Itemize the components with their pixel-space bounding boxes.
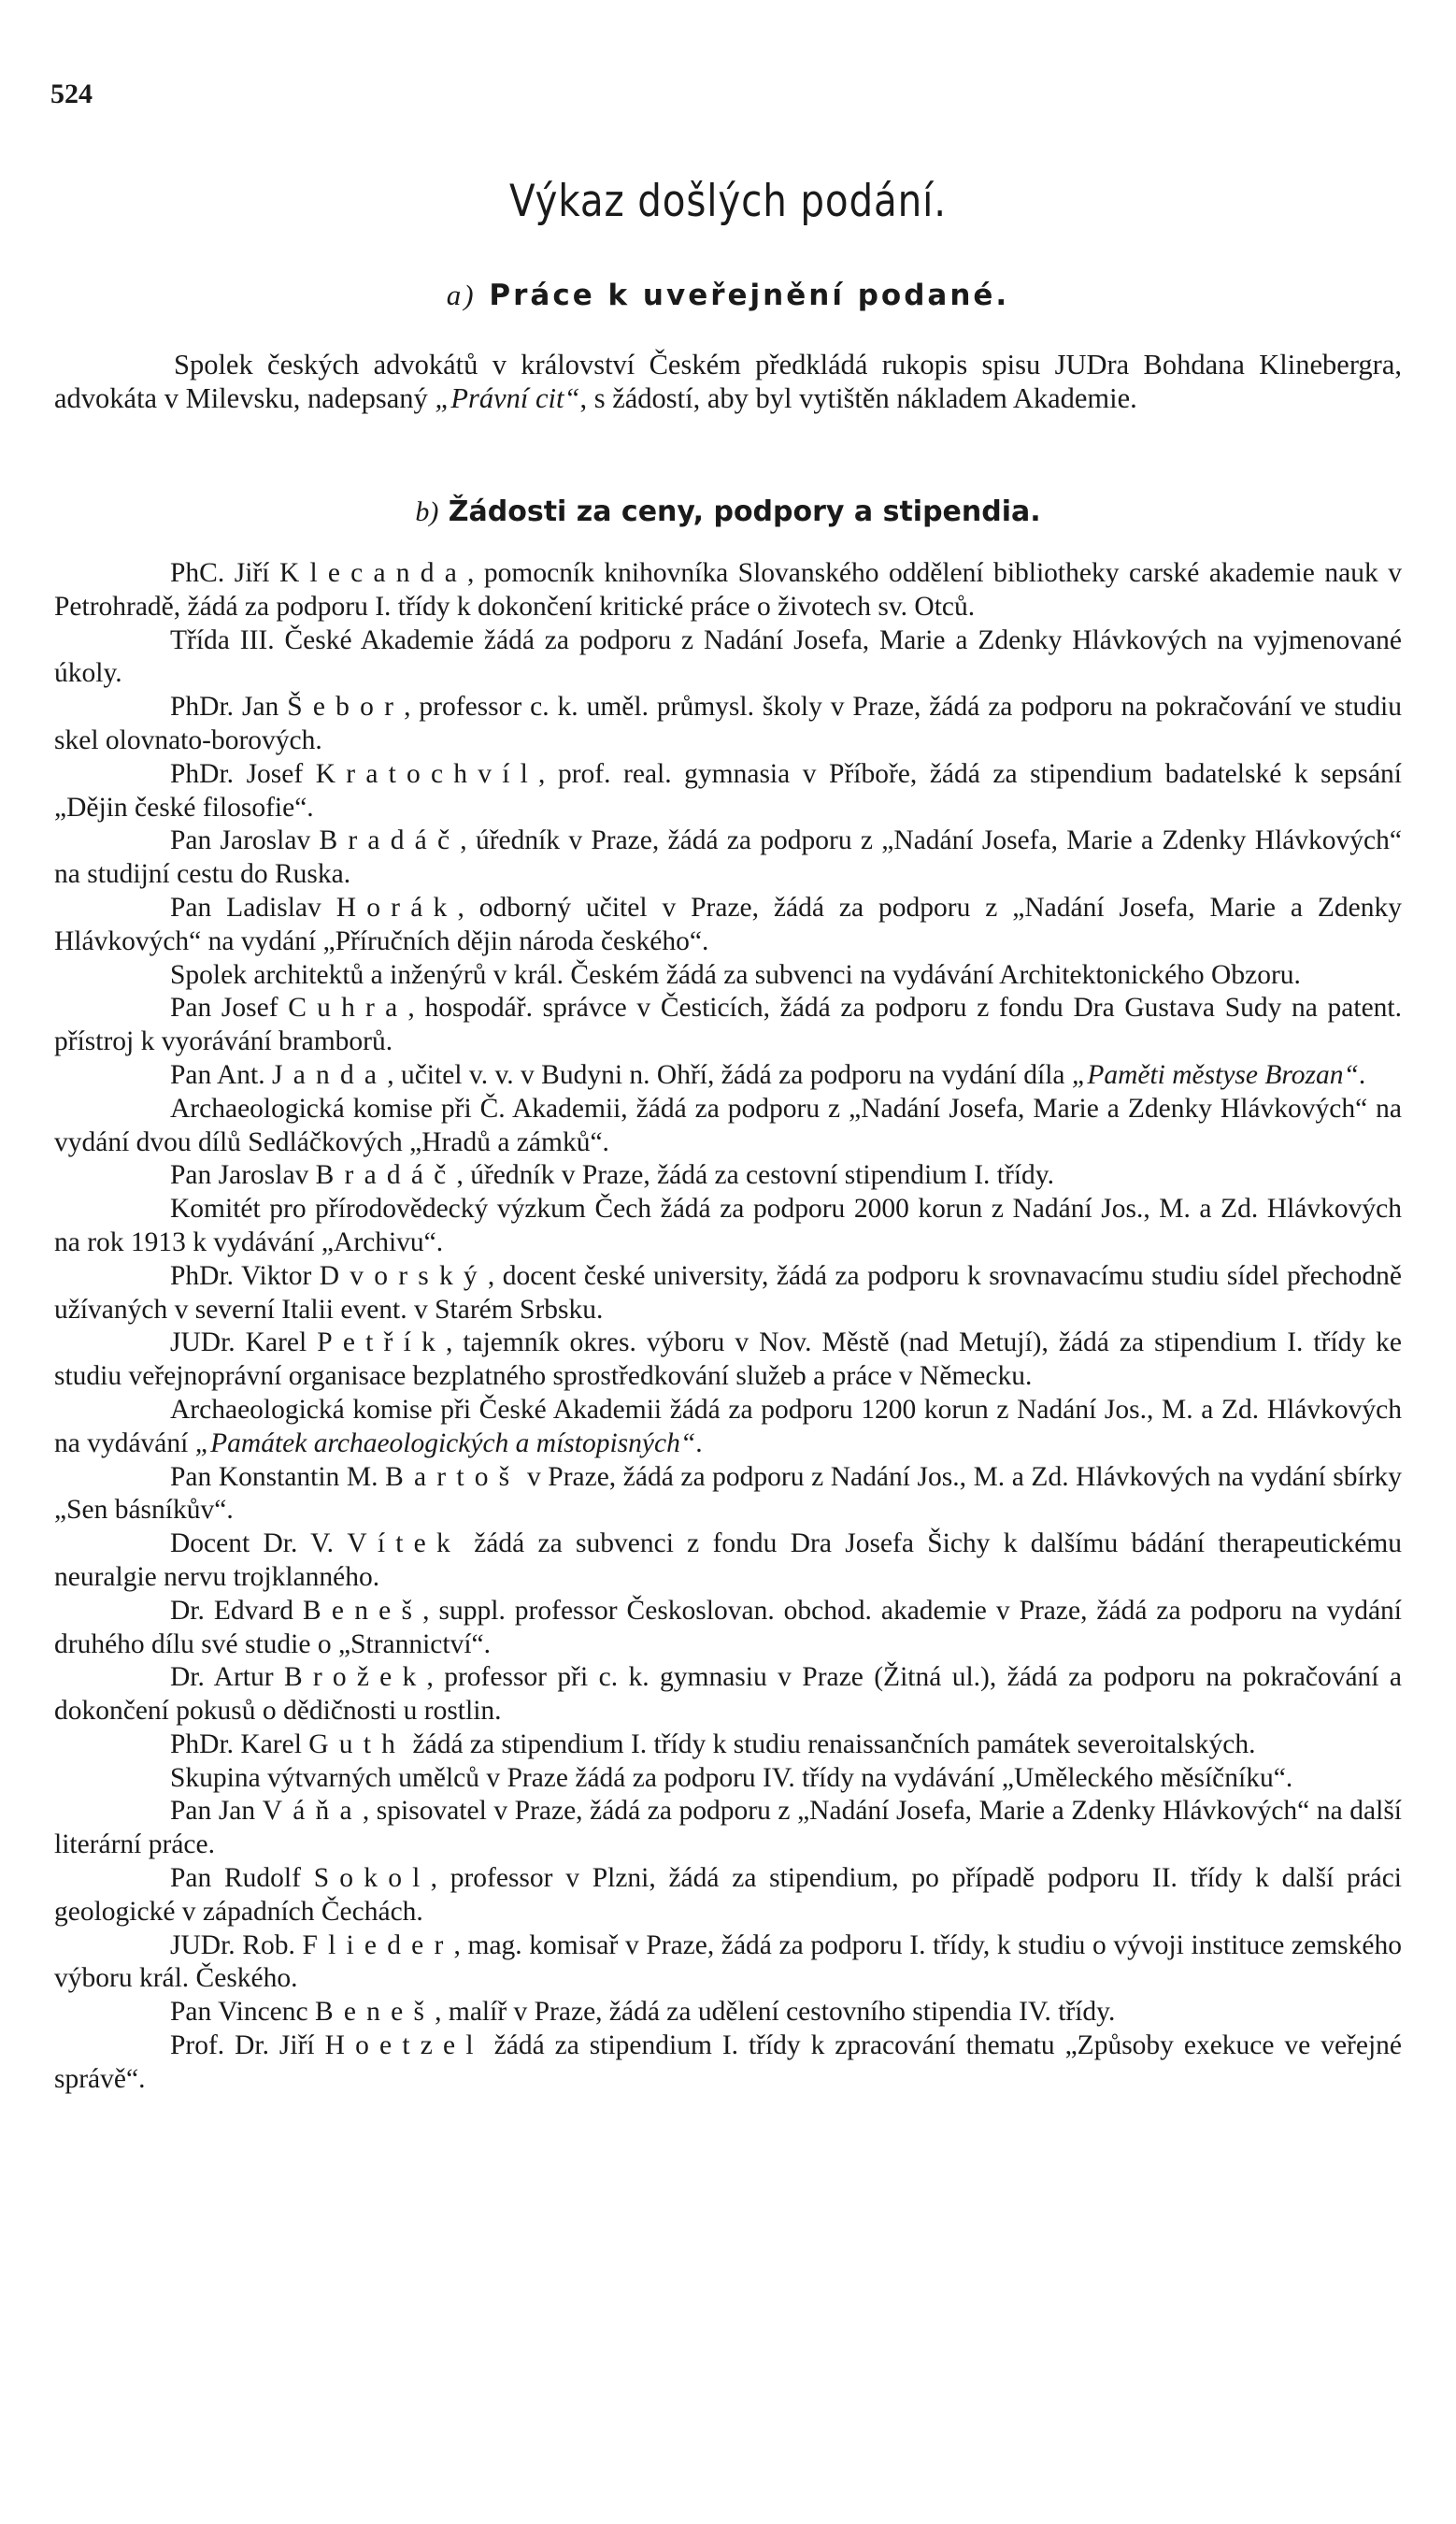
request-applicant-name: Kratochvíl (315, 758, 539, 789)
request-work-title: „Památek archaeologických a místopisných“ (194, 1427, 696, 1458)
request-text-after: , professor c. k. uměl. průmysl. školy v Praze, žádá za podporu na pokračování ve studiu skel olovnato-borových. (54, 692, 1403, 755)
section-b-heading (0, 495, 1456, 528)
request-entry (54, 2029, 1402, 2097)
request-applicant-name: Bradáč (315, 1160, 457, 1191)
request-work-title: „Paměti městyse Brozan“ (1071, 1059, 1359, 1090)
request-entry (54, 1929, 1402, 1997)
section-b-title: Žádosti za ceny, podpory a stipendia. (448, 495, 1041, 528)
request-text-before: JUDr. Karel (170, 1327, 318, 1358)
request-applicant-name: Dvorský (319, 1260, 488, 1291)
request-applicant-name: Beneš (314, 1997, 435, 2028)
request-applicant-name: Flieder (302, 1929, 454, 1960)
request-text-tail: . (1358, 1059, 1366, 1090)
intro-text-1: Spolek českých advokátů v království Českém předkládá rukopis spisu JUDra Bohdana Klinebergra, advokáta v Milevsku, nadepsaný (54, 349, 1402, 414)
request-text-before: Dr. Edvard (170, 1595, 304, 1626)
request-text: Třída III. České Akademie žádá za podporu z Nadání Josefa, Marie a Zdenky Hlávkových na vyjmenované úkoly. (54, 624, 1402, 689)
request-entry (54, 758, 1402, 825)
request-entry (54, 825, 1402, 892)
request-entry (54, 1394, 1402, 1461)
intro-paragraph (54, 348, 1402, 415)
request-text-before: Pan Jaroslav (170, 825, 320, 856)
request-text-after: , mag. komisař v Praze, žádá za podporu I. třídy, k studiu o vývoji instituce zemského výboru král. Českého. (54, 1929, 1402, 1994)
request-text-before: Pan Josef (170, 993, 289, 1024)
request-text-before: Pan Jaroslav (170, 1160, 316, 1191)
request-text-after: , pomocník knihovníka Slovanského oddělení bibliotheky carské akademie nauk v Petrohradě, žádá za podporu I. třídy k dokončení kritické práce o životech sv. Otců. (54, 558, 1402, 622)
request-text-after: , odborný učitel v Praze, žádá za podporu z „Nadání Josefa, Marie a Zdenky Hlávkových“ na vydání „Příručních dějin národa českého“. (54, 892, 1402, 956)
request-text-before: Pan Jan (170, 1796, 263, 1827)
request-text-before: Pan Ant. (170, 1059, 272, 1090)
request-text-after: , suppl. professor Českoslovan. obchod. akademie v Praze, žádá za podporu na vydání druhého dílu své studie o „Strannictví“. (54, 1595, 1402, 1659)
request-text-after: , malíř v Praze, žádá za udělení cestovního stipendia IV. třídy. (435, 1997, 1116, 2028)
request-text-before: Dr. Artur (170, 1662, 284, 1693)
request-entry (54, 691, 1402, 758)
request-text-after: , docent české university, žádá za podporu k srovnavacímu studiu sídel přechodně užívaných v severní Italii event. v Starém Srbsku. (54, 1260, 1402, 1325)
request-applicant-name: Vítek (347, 1528, 461, 1559)
intro-text-2: , s žádostí, aby byl vytištěn nákladem Akademie. (579, 382, 1137, 414)
request-text-before: Prof. Dr. Jiří (170, 2030, 325, 2061)
request-entry (54, 1795, 1402, 1862)
request-text-after: , úředník v Praze, žádá za cestovní stipendium I. třídy. (456, 1160, 1054, 1191)
request-text-before: Pan Ladislav (170, 892, 336, 923)
request-text-before: Pan Konstantin M. (170, 1461, 386, 1492)
request-applicant-name: Guth (308, 1728, 407, 1759)
request-entry (54, 624, 1402, 692)
request-text: Komitét pro přírodovědecký výzkum Čech žádá za podporu 2000 korun z Nadání Jos., M. a Zd. Hlávkových na rok 1913 k vydávání „Archivu“. (54, 1194, 1402, 1257)
request-entry (54, 892, 1402, 959)
request-text-after: , učitel v. v. v Budyni n. Ohří, žádá za podporu na vydání díla (387, 1059, 1072, 1090)
request-text-after: v Praze, žádá za podporu z Nadání Jos., M. a Zd. Hlávkových na vydání sbírky „Sen básníkův“. (54, 1461, 1402, 1526)
request-text-tail: . (695, 1427, 703, 1458)
request-applicant-name: Beneš (303, 1595, 423, 1626)
page-number: 524 (50, 79, 93, 109)
request-text-after: žádá za subvenci z fondu Dra Josefa Šichy k dalšímu bádání therapeutickému neuralgie nervu trojklanného. (54, 1528, 1403, 1592)
request-text-after: , prof. real. gymnasia v Příboře, žádá za stipendium badatelské k sepsání „Dějin české filosofie“. (54, 758, 1402, 823)
request-text-before: PhDr. Viktor (170, 1260, 320, 1291)
request-entry (54, 1193, 1402, 1260)
request-applicant-name: Petřík (317, 1327, 446, 1358)
intro-work-title: „Právní cit“ (435, 382, 580, 414)
request-entry (54, 1327, 1402, 1394)
request-applicant-name: Bradáč (319, 825, 461, 856)
request-text-before: Pan Rudolf (170, 1863, 314, 1894)
request-text-before: Docent Dr. V. (170, 1528, 348, 1559)
request-applicant-name: Šebor (287, 692, 405, 723)
request-entry (54, 1527, 1402, 1595)
page-title: Výkaz došlých podání. (509, 176, 947, 227)
request-applicant-name: Hoetzel (324, 2030, 484, 2061)
request-applicant-name: Váňa (262, 1796, 363, 1827)
request-applicant-name: Sokol (313, 1863, 431, 1894)
section-b-label: b) (415, 496, 439, 527)
request-applicant-name: Klecanda (278, 558, 468, 588)
request-entry (54, 1159, 1402, 1193)
request-entry (54, 1059, 1402, 1093)
request-text-before: PhDr. Josef (170, 758, 316, 789)
request-text: Spolek architektů a inženýrů v král. Českém žádá za subvenci na vydávání Architektonického Obzoru. (170, 959, 1301, 990)
request-applicant-name: Bartoš (385, 1461, 521, 1492)
request-text-after: , professor při c. k. gymnasiu v Praze (Žitná ul.), žádá za podporu na pokračování a dokončení pokusů o dědičnosti u rostlin. (54, 1662, 1402, 1727)
section-a-heading (0, 279, 1456, 312)
request-applicant-name: Horák (335, 892, 458, 923)
request-applicant-name: Cuhra (288, 993, 408, 1024)
request-text-before: PhC. Jiří (170, 558, 279, 588)
requests-list (54, 557, 1402, 2097)
request-entry (54, 1093, 1402, 1160)
request-applicant-name: Brožek (283, 1662, 427, 1693)
section-a-title: Práce k uveřejnění podané. (489, 279, 1010, 312)
request-text-after: , spisovatel v Praze, žádá za podporu z „Nadání Josefa, Marie a Zdenky Hlávkových“ na další literární práce. (54, 1796, 1402, 1860)
request-text: Skupina výtvarných umělců v Praze žádá za podporu IV. třídy na vydávání „Uměleckého měsíčníku“. (170, 1762, 1293, 1793)
section-a-label: a) (446, 279, 477, 311)
request-text-before: JUDr. Rob. (170, 1929, 303, 1960)
request-text-before: Pan Vincenc (170, 1997, 315, 2028)
request-text-before: PhDr. Jan (170, 692, 288, 723)
request-entry (54, 1728, 1402, 1762)
request-text-after: , professor v Plzni, žádá za stipendium, po případě podporu II. třídy k další práci geologické v západních Čechách. (54, 1863, 1403, 1927)
request-entry (54, 1862, 1402, 1929)
request-text-after: žádá za stipendium I. třídy k studiu renaissančních památek severoitalských. (406, 1728, 1256, 1759)
request-entry (54, 959, 1402, 993)
request-text: Archaeologická komise při Č. Akademii, žádá za podporu z „Nadání Josefa, Marie a Zdenky Hlávkových“ na vydání dvou dílů Sedláčkových „Hradů a zámků“. (54, 1093, 1402, 1157)
request-entry (54, 1461, 1402, 1528)
request-text-after: žádá za stipendium I. třídy k zpracování thematu „Způsoby exekuce ve veřejné správě“. (54, 2030, 1402, 2094)
request-text-before: PhDr. Karel (170, 1728, 309, 1759)
request-text-before: Archaeologická komise při České Akademii žádá za podporu 1200 korun z Nadání Jos., M. a Zd. Hlávkových na vydávání (54, 1394, 1402, 1458)
request-entry (54, 557, 1402, 624)
request-entry (54, 1595, 1402, 1662)
request-text-after: , hospodář. správce v Česticích, žádá za podporu z fondu Dra Gustava Sudy na patent. přístroj k vyorávání bramborů. (54, 993, 1402, 1057)
request-entry (54, 1762, 1402, 1796)
request-entry (54, 1260, 1402, 1327)
request-text-after: , tajemník okres. výboru v Nov. Městě (nad Metují), žádá za stipendium I. třídy ke studiu veřejnoprávní organisace bezplatného sprostředkování služeb a práce v Německu. (54, 1327, 1402, 1392)
request-applicant-name: Janda (272, 1059, 388, 1090)
request-entry (54, 1661, 1402, 1728)
request-text-after: , úředník v Praze, žádá za podporu z „Nadání Josefa, Marie a Zdenky Hlávkových“ na studijní cestu do Ruska. (54, 825, 1402, 890)
request-entry (54, 1996, 1402, 2029)
request-entry (54, 992, 1402, 1059)
